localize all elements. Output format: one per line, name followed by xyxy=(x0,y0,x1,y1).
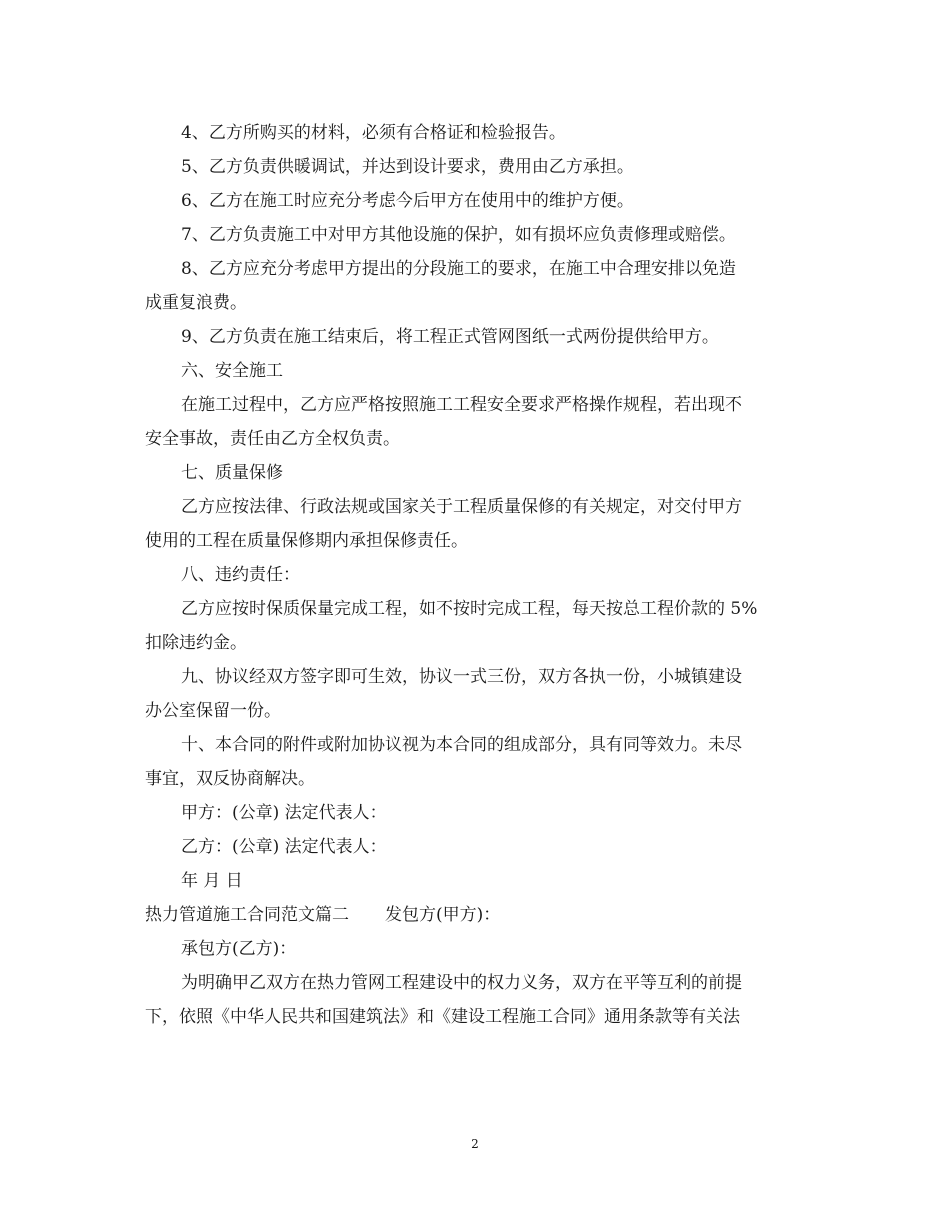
party-a-signature: 甲方：(公章) 法定代表人： xyxy=(181,803,387,823)
section-heading-safety: 六、安全施工 xyxy=(181,361,283,381)
preamble-paragraph: 为明确甲乙双方在热力管网工程建设中的权力义务，双方在平等互利的前提 xyxy=(181,973,742,993)
safety-paragraph-continued: 安全事故，责任由乙方全权负责。 xyxy=(145,429,400,449)
preamble-paragraph-continued: 下，依照《中华人民共和国建筑法》和《建设工程施工合同》通用条款等有关法 xyxy=(145,1007,740,1027)
clause-8: 8、乙方应充分考虑甲方提出的分段施工的要求，在施工中合理安排以免造 xyxy=(181,259,736,279)
section-nine: 九、协议经双方签字即可生效，协议一式三份，双方各执一份，小城镇建设 xyxy=(181,667,742,687)
employer-label: 发包方(甲方)： xyxy=(385,905,501,925)
safety-paragraph: 在施工过程中，乙方应严格按照施工工程安全要求严格操作规程，若出现不 xyxy=(181,395,742,415)
second-contract-header xyxy=(145,898,805,932)
section-ten: 十、本合同的附件或附加协议视为本合同的组成部分，具有同等效力。未尽 xyxy=(181,735,742,755)
breach-paragraph: 乙方应按时保质保量完成工程，如不按时完成工程，每天按总工程价款的 5% xyxy=(181,599,758,619)
section-title: 热力管道施工合同范文篇二 xyxy=(145,905,349,925)
contractor-label: 承包方(乙方)： xyxy=(181,939,297,959)
party-b-signature: 乙方：(公章) 法定代表人： xyxy=(181,837,387,857)
section-ten-continued: 事宜，双反协商解决。 xyxy=(145,769,315,789)
clause-7: 7、乙方负责施工中对甲方其他设施的保护，如有损坏应负责修理或赔偿。 xyxy=(181,225,736,245)
clause-9: 9、乙方负责在施工结束后，将工程正式管网图纸一式两份提供给甲方。 xyxy=(181,327,719,347)
page-number: 2 xyxy=(471,1137,479,1151)
warranty-paragraph: 乙方应按法律、行政法规或国家关于工程质量保修的有关规定，对交付甲方 xyxy=(181,497,742,517)
section-heading-breach: 八、违约责任： xyxy=(181,565,300,585)
breach-paragraph-continued: 扣除违约金。 xyxy=(145,633,247,653)
clause-6: 6、乙方在施工时应充分考虑今后甲方在使用中的维护方便。 xyxy=(181,191,634,211)
clause-8-continued: 成重复浪费。 xyxy=(145,293,247,313)
clause-5: 5、乙方负责供暖调试，并达到设计要求，费用由乙方承担。 xyxy=(181,157,634,177)
warranty-paragraph-continued: 使用的工程在质量保修期内承担保修责任。 xyxy=(145,531,468,551)
signature-date: 年 月 日 xyxy=(181,871,243,891)
document-body xyxy=(145,116,805,1034)
clause-4: 4、乙方所购买的材料，必须有合格证和检验报告。 xyxy=(181,123,566,143)
section-heading-warranty: 七、质量保修 xyxy=(181,463,283,483)
section-nine-continued: 办公室保留一份。 xyxy=(145,701,281,721)
